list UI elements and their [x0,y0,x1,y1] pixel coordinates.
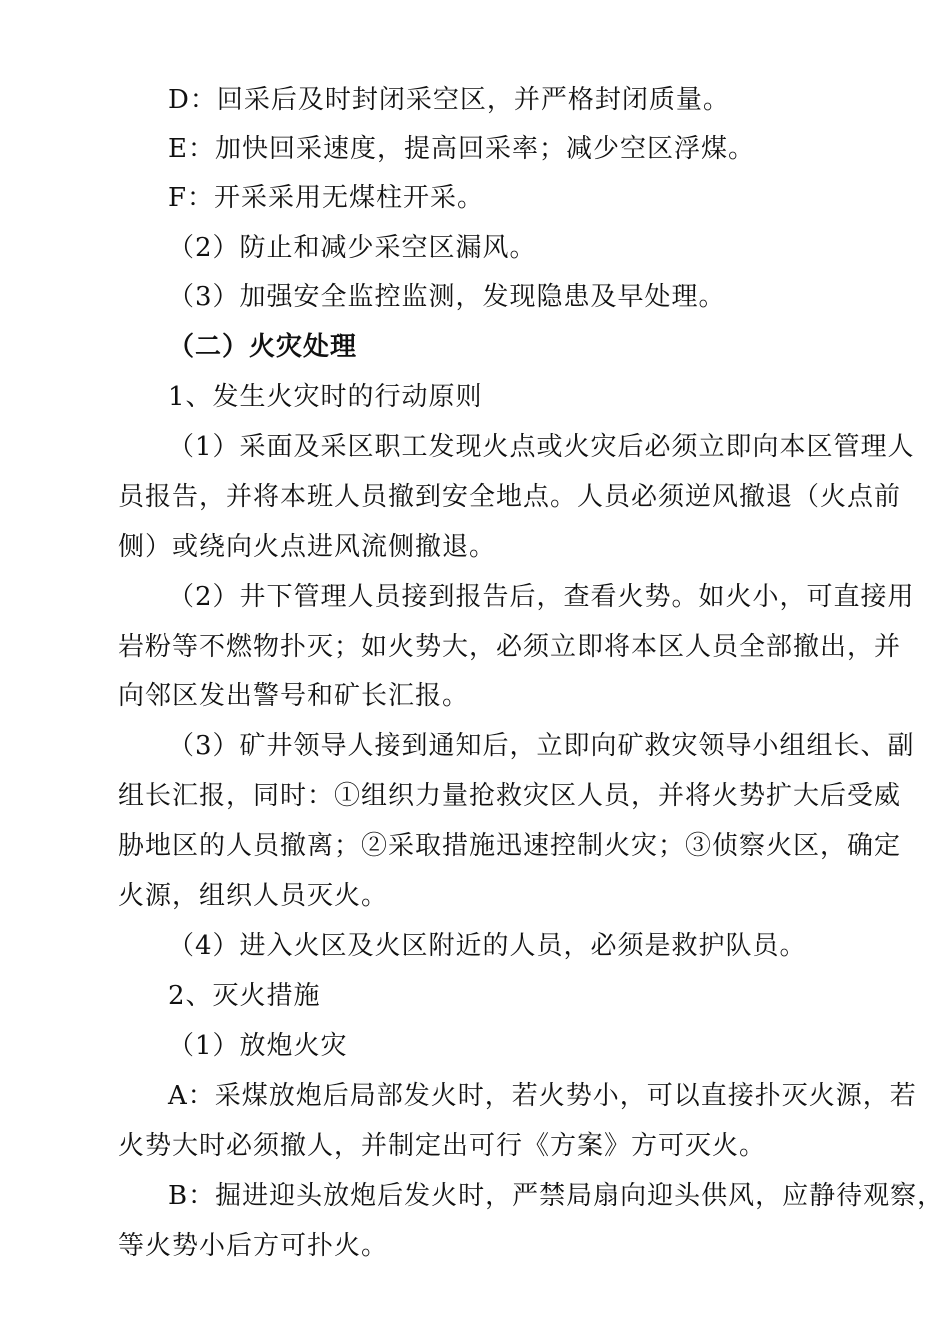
paragraph-line: 向邻区发出警号和矿长汇报。 [118,681,470,711]
paragraph-line: A：采煤放炮后局部发火时，若火势小，可以直接扑灭火源，若 [168,1081,917,1111]
paragraph-line: 火源，组织人员灭火。 [118,881,389,911]
paragraph-line: 火势大时必须撤人，并制定出可行《方案》方可灭火。 [118,1131,767,1161]
paragraph-line: （2）防止和减少采空区漏风。 [168,233,537,263]
paragraph-line: （1）放炮火灾 [168,1031,348,1061]
paragraph-line: 侧）或绕向火点进风流侧撤退。 [118,532,497,562]
paragraph-line: （2）井下管理人员接到报告后，查看火势。如火小，可直接用 [168,582,915,612]
paragraph-line: F：开采采用无煤柱开采。 [168,183,485,213]
paragraph-line: 岩粉等不燃物扑灭；如火势大，必须立即将本区人员全部撤出，并 [118,632,902,662]
paragraph-line: 员报告，并将本班人员撤到安全地点。人员必须逆风撤退（火点前 [118,482,902,512]
paragraph-line: （3）加强安全监控监测，发现隐患及早处理。 [168,282,726,312]
section-heading: （二）火灾处理 [168,332,358,362]
paragraph-line: 等火势小后方可扑火。 [118,1231,389,1261]
paragraph-line: 胁地区的人员撤离；②采取措施迅速控制火灾；③侦察火区，确定 [118,831,902,861]
paragraph-line: B：掘进迎头放炮后发火时，严禁局扇向迎头供风，应静待观察， [168,1181,945,1211]
paragraph-line: E：加快回采速度，提高回采率；减少空区浮煤。 [168,134,755,164]
subsection-heading: 1、发生火灾时的行动原则 [168,382,483,412]
paragraph-line: 组长汇报，同时：①组织力量抢救灾区人员，并将火势扩大后受威 [118,781,902,811]
paragraph-line: （4）进入火区及火区附近的人员，必须是救护队员。 [168,931,807,961]
paragraph-line: （3）矿井领导人接到通知后，立即向矿救灾领导小组组长、副 [168,731,915,761]
subsection-heading: 2、灭火措施 [168,981,321,1011]
paragraph-line: （1）采面及采区职工发现火点或火灾后必须立即向本区管理人 [168,432,915,462]
paragraph-line: D：回采后及时封闭采空区，并严格封闭质量。 [168,85,730,115]
